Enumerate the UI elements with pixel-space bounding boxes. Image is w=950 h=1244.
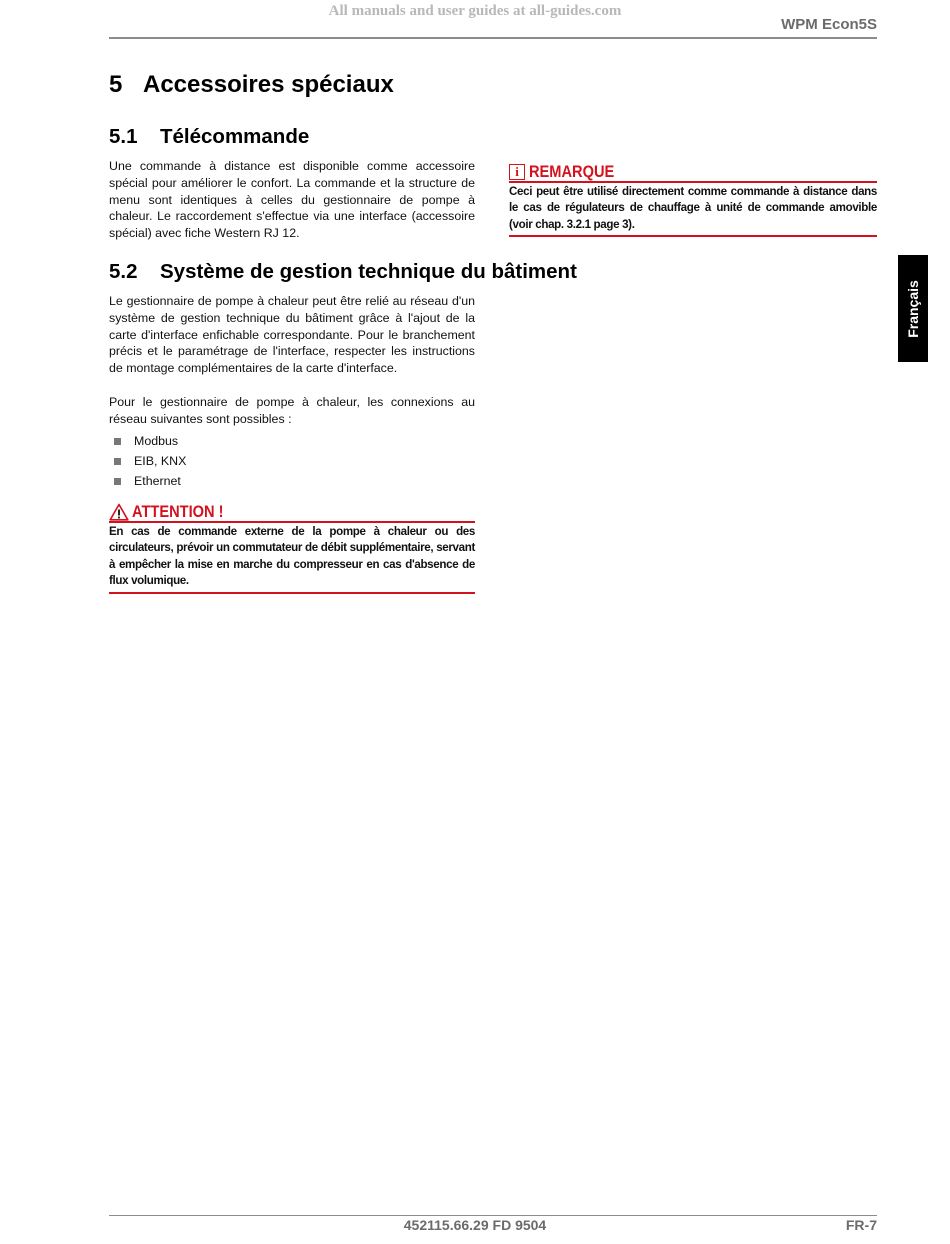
bms-paragraph-1: Le gestionnaire de pompe à chaleur peut être relié au réseau d'un système de gestion technique du bâtiment grâce à l'ajout de la carte d'interface enfichable correspondante. Pour le branchement précis et le paramétrage de l'interface, respecter les instructions de montage complémentaires de la carte d'interface. bbox=[109, 294, 475, 376]
attention-title: ATTENTION ! bbox=[132, 502, 224, 521]
attention-header bbox=[109, 501, 475, 521]
section-title: Accessoires spéciaux bbox=[143, 71, 394, 98]
attention-bottom-rule bbox=[109, 592, 475, 594]
watermark: All manuals and user guides at all-guides.com bbox=[328, 3, 622, 19]
subsection-title: Télécommande bbox=[160, 125, 310, 148]
attention-note bbox=[109, 501, 475, 594]
header-rule bbox=[109, 37, 877, 39]
subsection-heading-remote bbox=[109, 125, 309, 149]
remark-bottom-rule bbox=[509, 235, 877, 237]
connection-list bbox=[114, 431, 186, 491]
subsection-number: 5.2 bbox=[109, 260, 138, 283]
attention-top-rule bbox=[109, 521, 475, 523]
remote-control-paragraph: Une commande à distance est disponible comme accessoire spécial pour améliorer le confort. La commande et la structure de menu sont identiques à celles du gestionnaire de pompe à chaleur. Le raccordement s'effectue via une interface (accessoire spécial) avec fiche Western RJ 12. bbox=[109, 159, 475, 241]
header-title: WPM Econ5S bbox=[781, 16, 877, 33]
remark-text: Ceci peut être utilisé directement comme commande à distance dans le cas de régulateurs de chauffage à unité de commande amovible (voir chap. 3.2.1 page 3). bbox=[509, 185, 877, 231]
section-heading bbox=[109, 71, 394, 99]
square-bullet-icon bbox=[114, 438, 121, 445]
subsection-number: 5.1 bbox=[109, 125, 138, 148]
remark-top-rule bbox=[509, 181, 877, 183]
warning-triangle-icon bbox=[109, 503, 129, 521]
language-tab bbox=[898, 255, 928, 362]
bms-paragraph-2: Pour le gestionnaire de pompe à chaleur, les connexions au réseau suivantes sont possibles : bbox=[109, 395, 475, 426]
language-tab-label: Français bbox=[905, 279, 921, 338]
section-number: 5 bbox=[109, 71, 123, 98]
list-item: Modbus bbox=[114, 431, 186, 451]
footer-doc-code: 452115.66.29 FD 9504 bbox=[403, 1217, 547, 1233]
list-item: Ethernet bbox=[114, 471, 186, 491]
attention-text: En cas de commande externe de la pompe à chaleur ou des circulateurs, prévoir un commutateur de débit supplémentaire, servant à empêcher la mise en marche du compresseur en cas d'absence de flux volumique. bbox=[109, 525, 475, 588]
square-bullet-icon bbox=[114, 478, 121, 485]
info-icon: i bbox=[509, 164, 525, 180]
list-item: EIB, KNX bbox=[114, 451, 186, 471]
footer-rule bbox=[109, 1215, 877, 1216]
remark-title: REMARQUE bbox=[529, 162, 615, 181]
remark-note bbox=[509, 161, 877, 237]
footer-page-number: FR-7 bbox=[845, 1217, 877, 1233]
square-bullet-icon bbox=[114, 458, 121, 465]
subsection-heading-bms bbox=[109, 260, 577, 284]
remark-header bbox=[509, 161, 877, 181]
subsection-title: Système de gestion technique du bâtiment bbox=[160, 260, 577, 283]
